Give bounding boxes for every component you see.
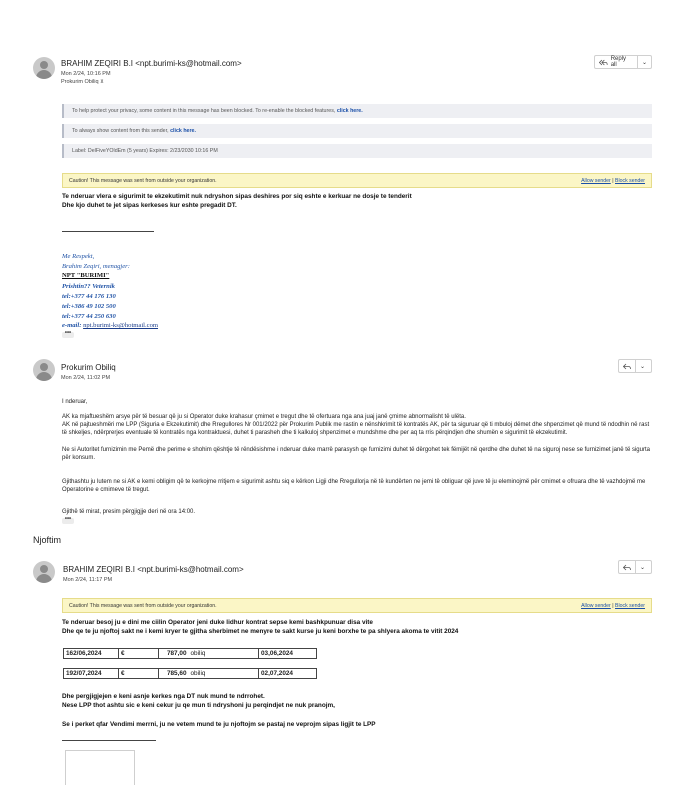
message-date: Mon 2/24, 11:02 PM [61,375,111,381]
block-sender-link[interactable]: Block sender [615,177,645,184]
amount: 785,60 [159,669,189,679]
body-line: Nese LPP thot ashtu sic e keni cekur ju qe mun ti ndryshoni ju perqindjet ne nuk pranojm, [62,702,335,709]
currency: € [119,649,159,659]
signature-image-placeholder [65,750,135,785]
closing-line: Gjithë të mirat, presim përgjigjje deri në ora 14:00. [62,509,196,515]
invoice-number: 162/06,2024 [64,649,119,659]
divider [62,740,156,741]
body-line: Dhe kjo duhet te jet sipas kerkeses kur eshte pregadit DT. [62,202,237,209]
body-line: Se i perket qfar Vendimi merrni, ju ne vetem mund te ju njoftojm se pastaj ne veprojm sipas ligjit te LPP [62,721,376,728]
reply-all-label: Reply all [610,56,627,68]
sender-name: Prokurim Obiliq [61,363,116,372]
always-show-bar [62,124,652,138]
invoice-table [63,648,317,679]
recipient-name: Prokurim Obiliq [61,79,99,85]
always-show-link[interactable]: click here. [170,128,196,134]
more-reply-options[interactable] [636,360,649,372]
more-reply-options[interactable] [636,561,649,573]
body-line: Dhe pergjigjejen e keni asnje kerkes nga DT nuk mund te ndrrohet. [62,693,265,700]
reply-all-button[interactable] [595,56,637,68]
retention-label-text: Label: DelFiveYOldEm (5 years) Expires: 2/23/2030 10:16 PM [72,148,218,154]
currency: € [119,669,159,679]
reply-all-icon [599,59,608,66]
body-line: Te nderuar vlera e sigurimit te ekzekutimit nuk ndryshon sipas deshires por siq eshte e kerkuar ne dosje te tenderit [62,193,412,200]
message-date: Mon 2/24, 11:17 PM [63,577,113,583]
chevron-down-icon[interactable]: ⊻ [100,79,104,85]
body-paragraph: Gjithashtu ju lutem ne si AK e kemi obligim që te kerkojme rritjem e sigurimit ashtu siq e kërkon Ligji dhe Rregullorja në të kundërten ne jemi të obliguar që juve të ju eleminojmë për cmimet e ofruara dhe të vazhdojmë me Operatorine e cmimeve të tregut. [62,479,646,494]
divider [62,231,154,232]
signature-email-row [62,322,158,329]
amount: 787,00 [159,649,189,659]
reply-button-group [618,560,652,574]
enable-content-link[interactable]: click here. [336,108,363,114]
signature-company: NPT "BURIMI" [62,272,110,279]
greeting: I nderuar, [62,399,88,405]
invoice-date: 03,06,2024 [259,649,317,659]
chevron-down-icon: ⌄ [640,564,646,571]
signature-phone: tel:+377 44 176 130 [62,293,116,300]
caution-text: Caution! This message was sent from outside your organization. [69,602,217,609]
body-paragraph: AK ka mjaftueshëm arsye për të besuar që ju si Operator duke krahasur çmimet e tregut dhe të ofertuara nga ana juaj janë çmime abnormalisht të ulëta. [62,414,466,420]
show-more-button[interactable]: ••• [62,518,74,524]
retention-label-bar [62,144,652,158]
show-more-button[interactable]: ••• [62,332,74,338]
signature-line: Prishtin?? Veternik [62,283,115,290]
location: obiliq [189,649,259,659]
signature-line: Brahim Zeqiri, menagjer: [62,263,130,270]
body-line: Dhe qe te ju njoftoj sakt ne i kemi kryer te gjitha sherbimet ne menyre te sakt kurse ju keni borxhe te pa shlyera akoma te vitit 2024 [62,628,459,635]
section-title: Njoftim [33,535,62,545]
chevron-down-icon: ⌄ [640,363,646,370]
signature-email-link[interactable]: npt.burimi-ks@hotmail.com [83,322,159,329]
chevron-down-icon: ⌄ [641,59,647,66]
body-paragraph: AK në pajtueshmëri me LPP (Siguria e Ekzekutimit) dhe Rregullores Nr 001/2022 për Prokurim Publik me rastin e nënshkrimit të kontratës AK, për ta siguruar që ti mbuloj dëmet dhe shpenzimet që mund të ndodhin në rast të shkeljes, ndërprerjes eventuale të kontratës nga kontraktuesi, duhet ti parasheh dhe ti kalkuloj shpenzimet e mundshme dhe per aq ta rris përqindjen dhe shumën e sigurimit të ekzekutimit. [62,422,650,437]
invoice-number: 192/07,2024 [64,669,119,679]
allow-sender-link[interactable]: Allow sender [581,177,611,184]
sender-name: BRAHIM ZEQIRI B.I <npt.burimi-ks@hotmail.com> [63,565,244,574]
reply-all-button-group [594,55,652,69]
sender-avatar [33,561,55,583]
allow-sender-link[interactable]: Allow sender [581,602,611,609]
invoice-date: 02,07,2024 [259,669,317,679]
signature-phone: tel:+377 44 250 630 [62,313,116,320]
email-label: e-mail: [62,322,82,329]
reply-icon [623,363,631,370]
block-sender-link[interactable]: Block sender [615,602,645,609]
external-sender-warning: Caution! This message was sent from outside your organization. Allow sender | Block sender [62,598,652,613]
privacy-notice-bar [62,104,652,118]
sender-name: BRAHIM ZEQIRI B.I <npt.burimi-ks@hotmail.com> [61,59,242,68]
recipient [61,79,104,85]
location: obiliq [189,669,259,679]
reply-button[interactable] [619,561,635,573]
table-row [64,669,317,679]
always-show-text: To always show content from this sender, [72,128,169,134]
reply-button[interactable] [619,360,635,372]
caution-text: Caution! This message was sent from outside your organization. [69,177,217,184]
more-reply-options[interactable] [638,56,651,68]
body-line: Te nderuar besoj ju e dini me ciilin Operator jeni duke lidhur kontrat sepse kemi bashkpunuar disa vite [62,619,373,626]
signature-line: Me Respekt, [62,253,95,260]
message-date: Mon 2/24, 10:16 PM [61,71,111,77]
sender-avatar [33,57,55,79]
body-paragraph: Ne si Autoritet furnizimin me Pemë dhe perime e shohim qështje të rëndësishme i nderuar duke marrë parasysh qe furnizimi duhet të dërgohet tek fëmijët në qerdhe dhe duhet të na siguroj nese se furnizimet janë të sigurta për konsum. [62,447,650,462]
sender-avatar [33,359,55,381]
reply-button-group [618,359,652,373]
external-sender-warning: Caution! This message was sent from outside your organization. Allow sender | Block sender [62,173,652,188]
table-row [64,649,317,659]
privacy-notice-text: To help protect your privacy, some content in this message has been blocked. To re-enable the blocked features, [72,108,336,114]
reply-icon [623,564,631,571]
signature-phone: tel:+386 49 102 500 [62,303,116,310]
